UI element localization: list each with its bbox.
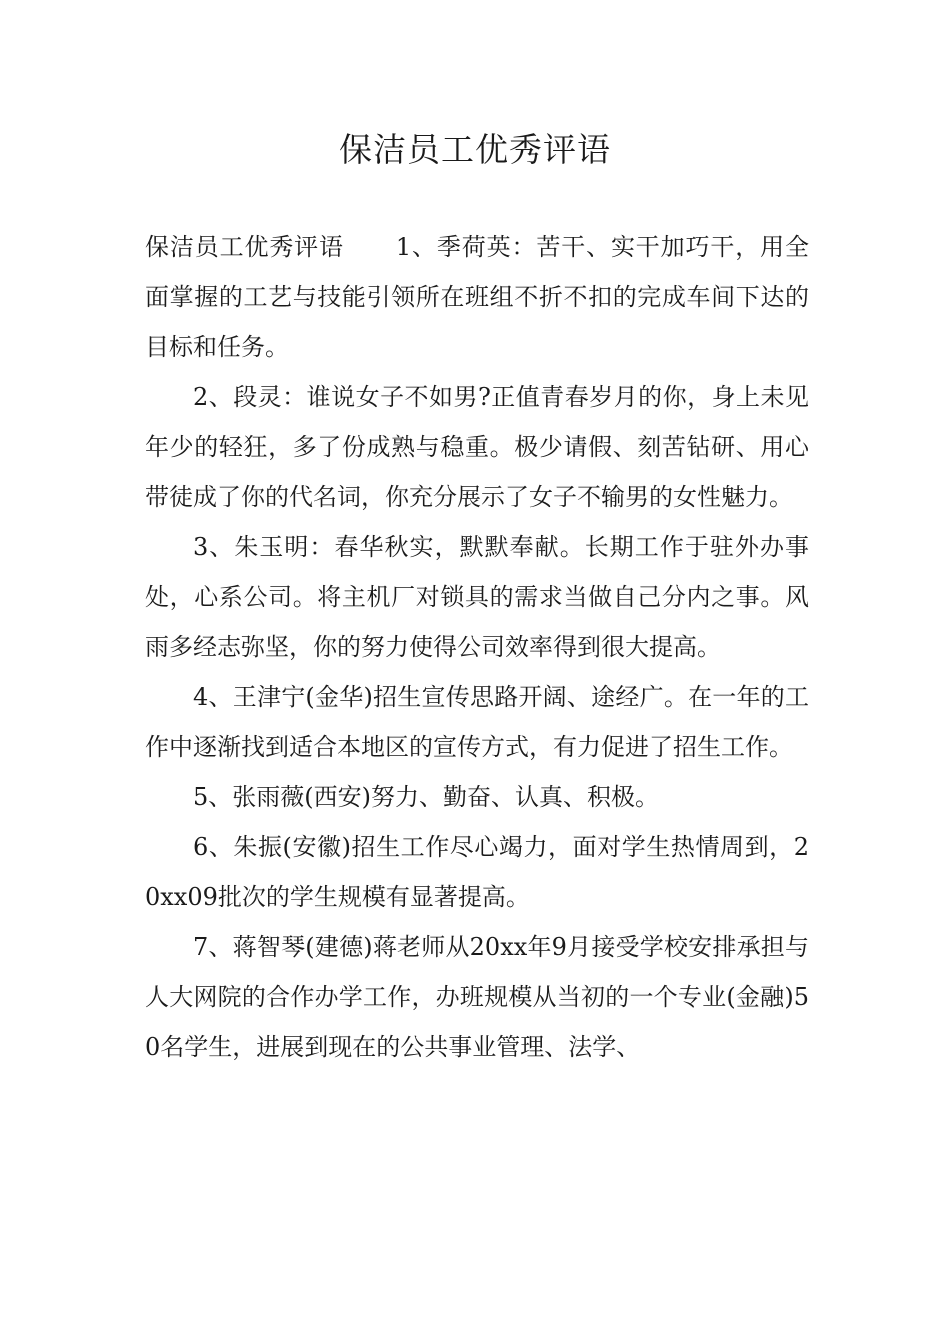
document-title: 保洁员工优秀评语 (339, 130, 611, 169)
document-body (145, 222, 809, 1072)
paragraph-1-text: 1、季荷英：苦干、实干加巧干，用全面掌握的工艺与技能引领所在班组不折不扣的完成车间下达的目标和任务。 (145, 233, 809, 361)
intro-label: 保洁员工优秀评语 (145, 233, 344, 261)
paragraph-4: 4、王津宁(金华)招生宣传思路开阔、途经广。在一年的工作中逐渐找到适合本地区的宣传方式，有力促进了招生工作。 (145, 683, 809, 761)
paragraph-6: 6、朱振(安徽)招生工作尽心竭力，面对学生热情周到，20xx09批次的学生规模有显著提高。 (145, 833, 809, 911)
paragraph-5: 5、张雨薇(西安)努力、勤奋、认真、积极。 (193, 783, 659, 811)
paragraph-7: 7、蒋智琴(建德)蒋老师从20xx年9月接受学校安排承担与人大网院的合作办学工作，办班规模从当初的一个专业(金融)50名学生，进展到现在的公共事业管理、法学、 (145, 933, 809, 1061)
paragraph-2: 2、段灵：谁说女子不如男?正值青春岁月的你，身上未见年少的轻狂，多了份成熟与稳重。极少请假、刻苦钻研、用心带徒成了你的代名词，你充分展示了女子不输男的女性魅力。 (145, 383, 809, 511)
paragraph-3: 3、朱玉明：春华秋实，默默奉献。长期工作于驻外办事处，心系公司。将主机厂对锁具的需求当做自己分内之事。风雨多经志弥坚，你的努力使得公司效率得到很大提高。 (145, 533, 809, 661)
paragraph-1 (145, 222, 809, 372)
